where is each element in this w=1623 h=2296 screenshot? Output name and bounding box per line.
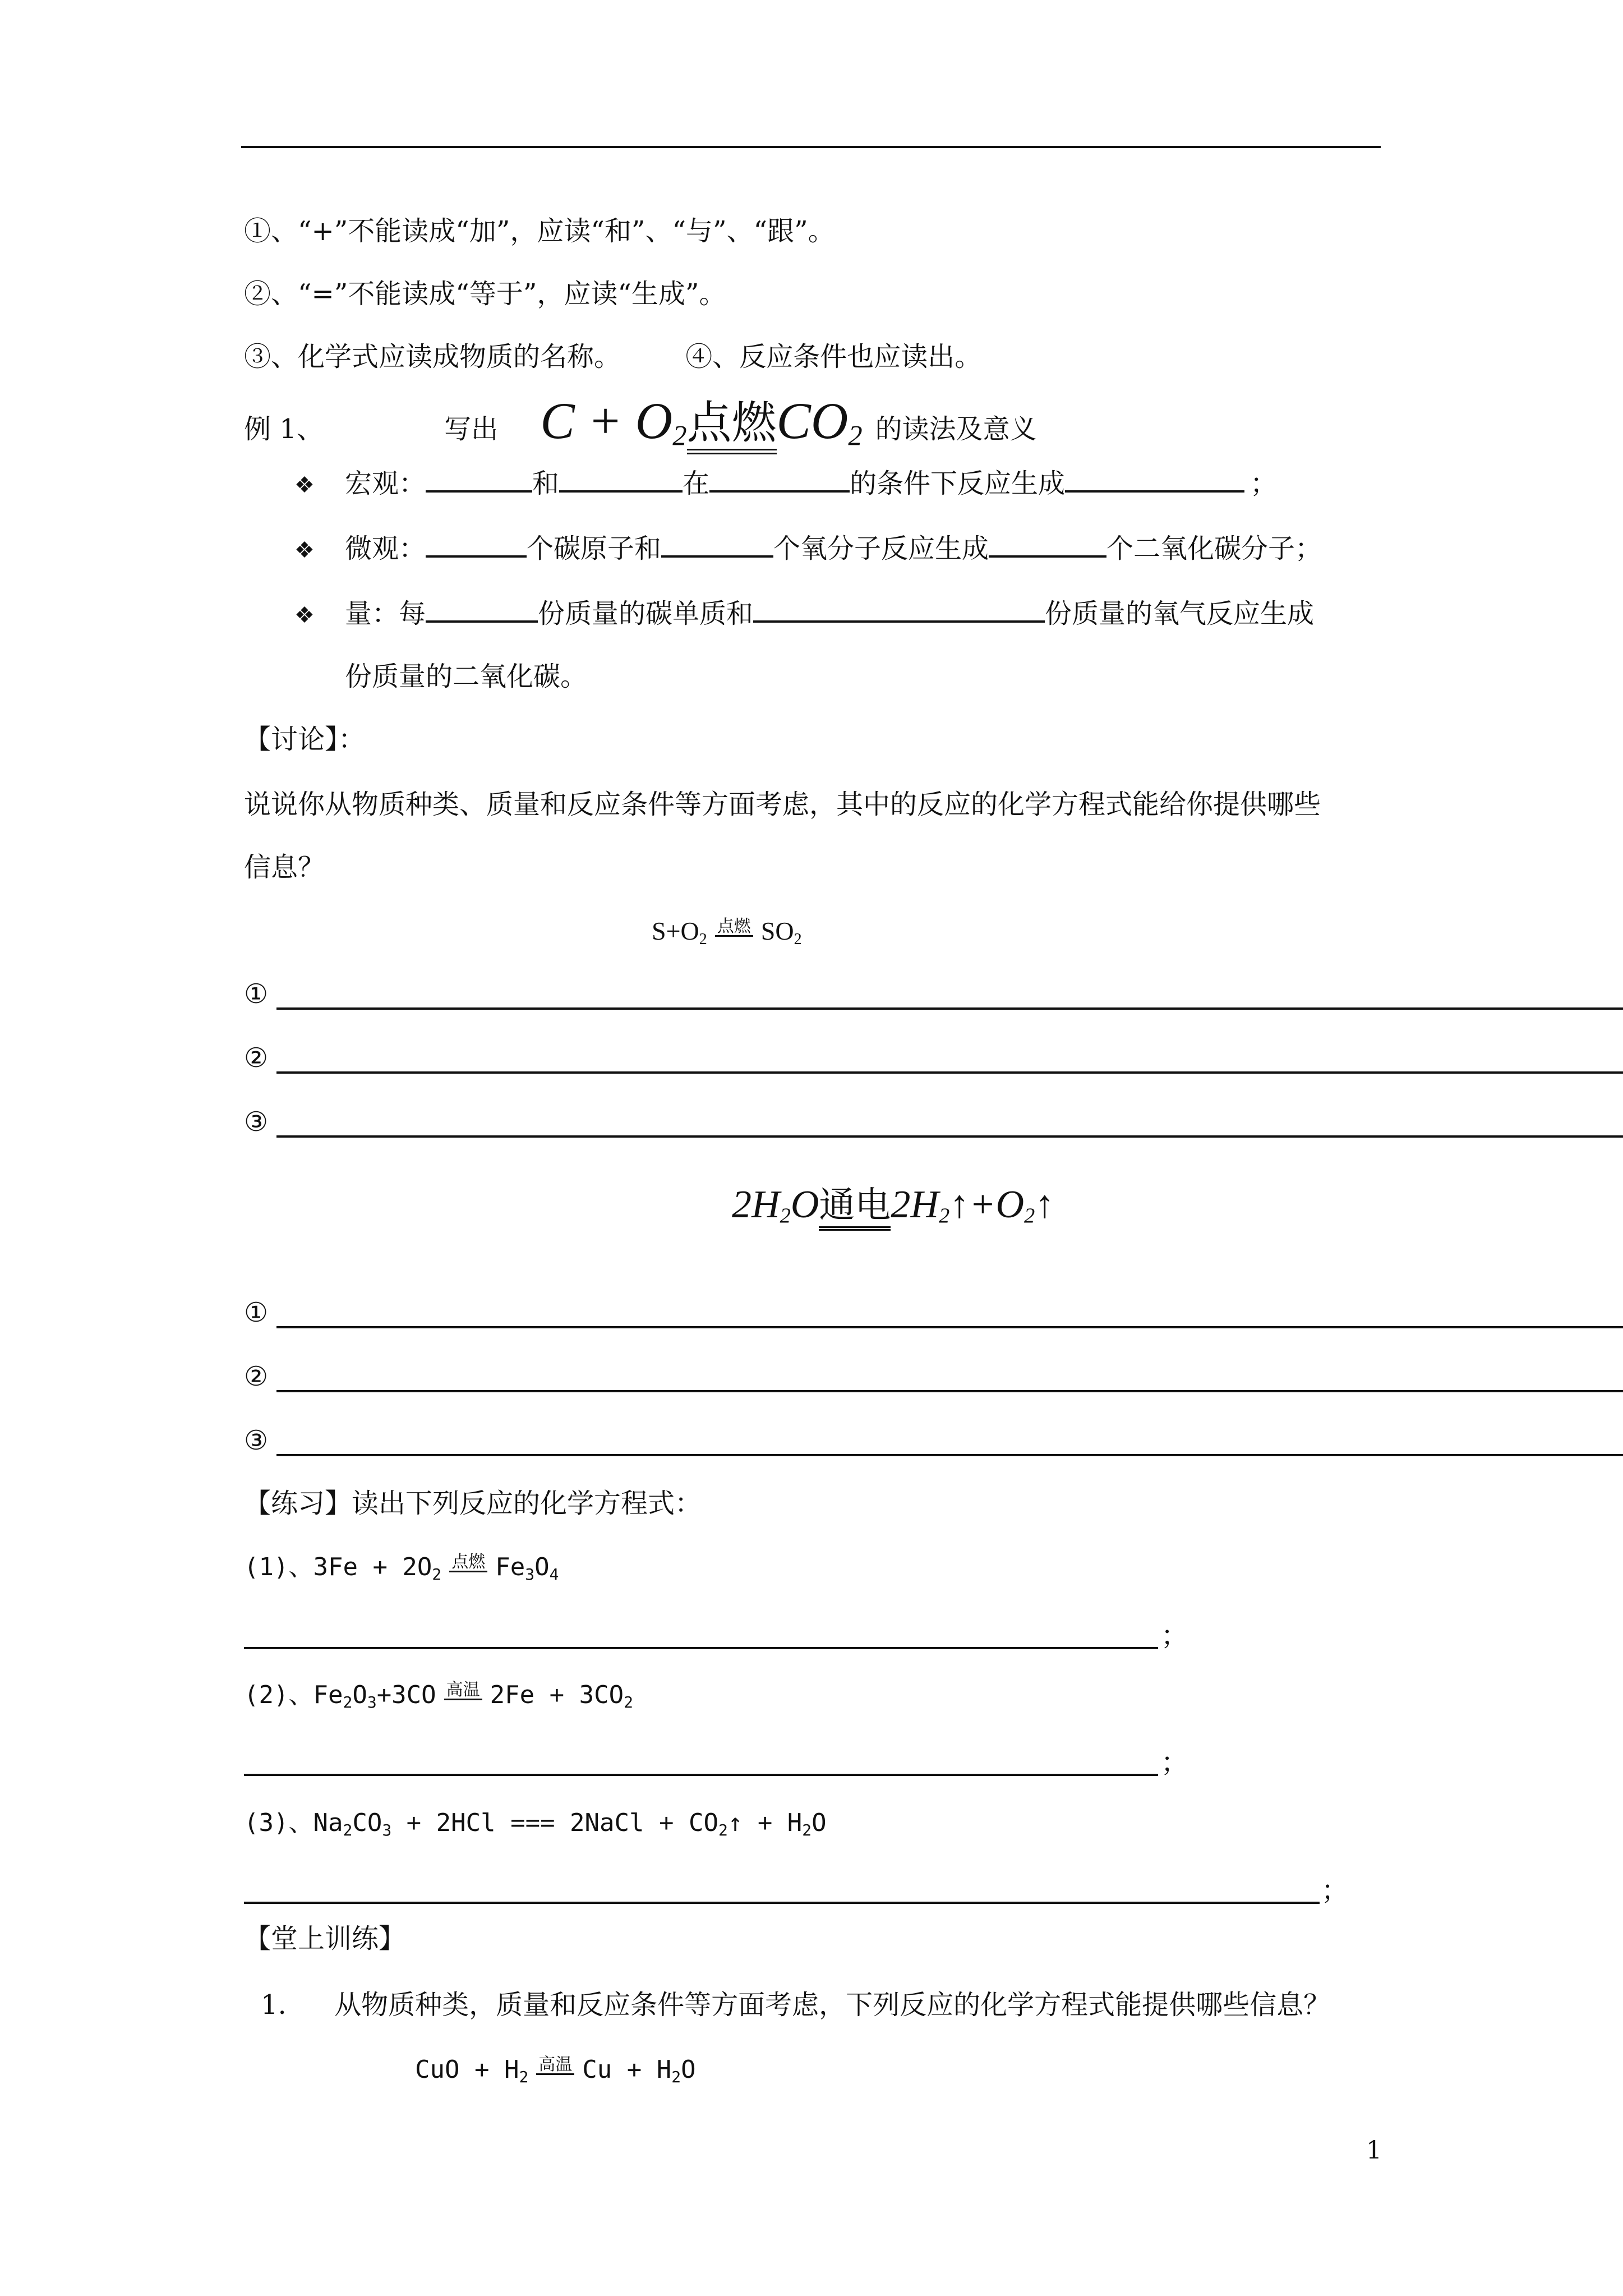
practice-end: ； xyxy=(1161,1747,1188,1778)
practice-r2 xyxy=(244,1678,633,1719)
r3-b: CO xyxy=(352,1809,382,1837)
cw-a-sub: 2 xyxy=(519,2068,529,2086)
sulfur-equation xyxy=(652,914,802,956)
q1-text: 从物质种类，质量和反应条件等方面考虑，下列反应的化学方程式能提供哪些信息？ xyxy=(334,1989,1331,2021)
practice-r3 xyxy=(244,1806,827,1847)
quantity-line xyxy=(294,596,1314,632)
quantity-label: 量：每 xyxy=(345,598,426,629)
r3-b-sub: 3 xyxy=(382,1821,392,1839)
macro-t2: 在 xyxy=(683,468,710,499)
blank-field[interactable] xyxy=(426,531,527,558)
answer-line[interactable] xyxy=(276,1454,1623,1456)
practice-answer-line[interactable] xyxy=(244,1647,1158,1649)
macro-label: 宏观： xyxy=(345,468,426,499)
answer-marker: ① xyxy=(244,1297,269,1328)
quantity-t2: 份质量的氧气反应生成 xyxy=(1045,598,1315,629)
answer-line[interactable] xyxy=(276,1326,1623,1328)
r2-a: Fe xyxy=(313,1681,343,1709)
blank-field[interactable] xyxy=(559,466,683,493)
rule-1: ①、“+”不能读成“加”，应读“和”、“与”、“跟”。 xyxy=(244,215,835,247)
w-c-sub: 2 xyxy=(938,1204,950,1228)
r1-condition: 点燃 xyxy=(449,1554,487,1572)
macro-line xyxy=(294,466,1277,502)
answer-marker: ③ xyxy=(244,1425,269,1456)
eq-lhs-sub: 2 xyxy=(672,420,687,452)
r3-a-sub: 2 xyxy=(343,1821,353,1839)
answer-line[interactable] xyxy=(276,1007,1623,1010)
macro-end: ； xyxy=(1250,468,1278,499)
eq-condition: 点燃 xyxy=(687,397,777,454)
answer-marker: ② xyxy=(244,1042,269,1074)
cw-b-sub: 2 xyxy=(671,2068,681,2086)
practice-end: ； xyxy=(1321,1875,1349,1906)
r1-idx: (1)、 xyxy=(244,1553,313,1581)
micro-label: 微观： xyxy=(345,533,426,564)
r2-d: 2Fe + 3CO xyxy=(490,1681,624,1709)
discussion-heading: 【讨论】： xyxy=(244,724,366,755)
w-a-sub: 2 xyxy=(780,1204,791,1228)
r2-a-sub: 2 xyxy=(343,1693,353,1711)
up-arrow-icon: ↑ xyxy=(727,1809,743,1837)
r3-d: + H xyxy=(743,1809,803,1837)
r2-idx: (2)、 xyxy=(244,1681,313,1709)
classwork-equation xyxy=(415,2053,696,2094)
r1-lhs-sub: 2 xyxy=(432,1565,442,1584)
s-condition: 点燃 xyxy=(715,918,753,937)
blank-field[interactable] xyxy=(709,466,850,493)
diamond-bullet-icon: ❖ xyxy=(294,537,315,563)
micro-t2: 个氧分子反应生成 xyxy=(773,533,989,564)
w-condition: 通电 xyxy=(819,1185,891,1231)
s-lhs: S+O xyxy=(652,917,699,945)
rule-3-text: ③、化学式应读成物质的名称。 xyxy=(244,341,621,372)
diamond-bullet-icon: ❖ xyxy=(294,602,315,628)
example-equation xyxy=(540,392,875,452)
q1-number: 1. xyxy=(261,1989,287,2021)
discussion-question-2: 信息？ xyxy=(244,852,325,883)
answer-line[interactable] xyxy=(276,1135,1623,1138)
r2-b: O xyxy=(352,1681,367,1709)
answer-line[interactable] xyxy=(276,1071,1623,1074)
r3-d-sub: 2 xyxy=(802,1821,812,1839)
quantity-t1: 份质量的碳单质和 xyxy=(538,598,754,629)
discussion-question-1: 说说你从物质种类、质量和反应条件等方面考虑，其中的反应的化学方程式能给你提供哪些 xyxy=(244,789,1321,820)
eq-rhs: CO xyxy=(776,392,849,449)
blank-field[interactable] xyxy=(661,531,773,558)
r3-idx: (3)、 xyxy=(244,1809,313,1837)
r1-rhs1-sub: 3 xyxy=(525,1565,535,1584)
rule-4-text: ④、反应条件也应读出。 xyxy=(685,341,982,372)
w-a: 2H xyxy=(732,1183,780,1226)
cw-c: O xyxy=(681,2055,696,2084)
cw-condition: 高温 xyxy=(536,2056,574,2075)
w-d-sub: 2 xyxy=(1024,1204,1035,1228)
practice-heading: 【练习】读出下列反应的化学方程式： xyxy=(244,1488,702,1519)
cw-a: CuO + H xyxy=(415,2055,519,2084)
practice-r1 xyxy=(244,1550,559,1591)
r2-d-sub: 2 xyxy=(624,1693,633,1711)
r1-rhs2-sub: 4 xyxy=(549,1565,559,1584)
diamond-bullet-icon: ❖ xyxy=(294,472,315,498)
micro-t3: 个二氧化碳分子； xyxy=(1106,533,1322,564)
example-1 xyxy=(244,393,1037,464)
page-number: 1 xyxy=(1366,2136,1382,2165)
micro-t1: 个碳原子和 xyxy=(527,533,662,564)
up-arrow-icon: ↑ xyxy=(1035,1183,1055,1226)
blank-field[interactable] xyxy=(753,596,1045,623)
answer-marker: ② xyxy=(244,1361,269,1392)
r2-condition: 高温 xyxy=(444,1682,482,1700)
r3-a: Na xyxy=(313,1809,343,1837)
r3-e: O xyxy=(811,1809,827,1837)
w-b: O xyxy=(790,1183,819,1226)
classwork-q1 xyxy=(261,1988,1330,2022)
r3-c-sub: 2 xyxy=(718,1821,728,1839)
r2-b-sub: 3 xyxy=(367,1693,377,1711)
rule-2: ②、“=”不能读成“等于”，应读“生成”。 xyxy=(244,278,726,310)
r1-rhs1: Fe xyxy=(495,1553,525,1581)
blank-field[interactable] xyxy=(426,466,532,493)
answer-marker: ③ xyxy=(244,1106,269,1138)
eq-rhs-sub: 2 xyxy=(848,420,863,452)
r2-c: +3CO xyxy=(376,1681,436,1709)
up-arrow-icon: ↑ xyxy=(949,1183,970,1226)
blank-field[interactable] xyxy=(989,531,1106,558)
practice-answer-line[interactable] xyxy=(244,1902,1320,1904)
s-lhs-sub: 2 xyxy=(699,931,707,948)
w-plus: + xyxy=(969,1183,996,1226)
water-equation xyxy=(732,1177,1054,1244)
macro-t1: 和 xyxy=(532,468,560,499)
practice-answer-line[interactable] xyxy=(244,1774,1158,1776)
classwork-heading: 【堂上训练】 xyxy=(244,1923,406,1954)
s-rhs: SO xyxy=(760,917,794,945)
r1-lhs: 3Fe + 2O xyxy=(313,1553,432,1581)
r1-rhs2: O xyxy=(534,1553,550,1581)
quantity-line-2: 份质量的二氧化碳。 xyxy=(345,661,588,692)
blank-field[interactable] xyxy=(426,596,538,623)
macro-t3: 的条件下反应生成 xyxy=(850,468,1066,499)
micro-line xyxy=(294,531,1322,567)
practice-end: ； xyxy=(1161,1620,1188,1651)
answer-marker: ① xyxy=(244,978,269,1010)
eq-lhs: C + O xyxy=(540,392,673,449)
header-rule xyxy=(241,146,1381,148)
s-rhs-sub: 2 xyxy=(794,931,802,948)
example-label: 例 1、 xyxy=(244,413,324,445)
r3-c: + 2HCl === 2NaCl + CO xyxy=(391,1809,718,1837)
example-write: 写出 xyxy=(444,413,499,445)
answer-line[interactable] xyxy=(276,1390,1623,1392)
w-c: 2H xyxy=(891,1183,939,1226)
blank-field[interactable] xyxy=(1065,466,1244,493)
cw-b: Cu + H xyxy=(582,2055,672,2084)
w-d: O xyxy=(995,1183,1024,1226)
rule-3 xyxy=(244,340,981,374)
example-suffix: 的读法及意义 xyxy=(875,413,1037,445)
